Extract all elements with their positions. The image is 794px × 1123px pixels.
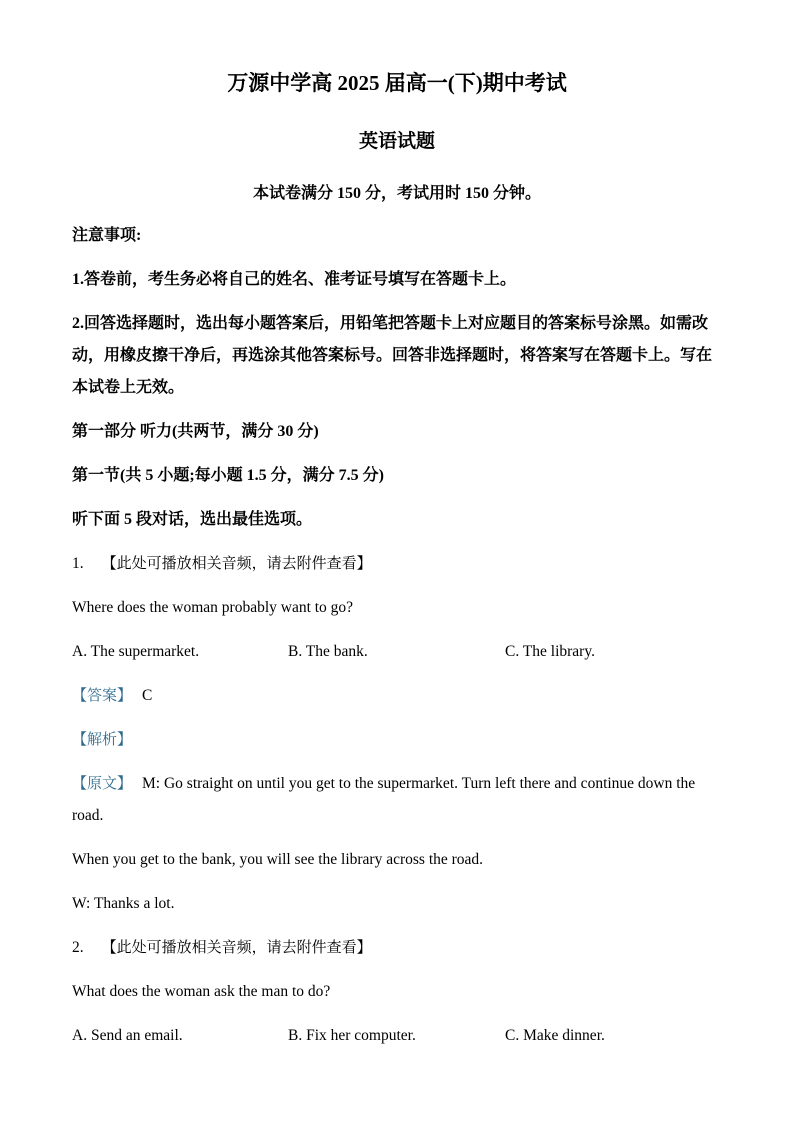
- notice-item-1: 1.答卷前，考生务必将自己的姓名、准考证号填写在答题卡上。: [72, 271, 517, 288]
- question-2-options: [72, 1020, 722, 1052]
- question-1-option-c: C. The library.: [505, 643, 595, 660]
- question-2-audio-placeholder: 【此处可播放相关音频，请去附件查看】: [101, 939, 372, 956]
- question-1-transcript-line-2: When you get to the bank, you will see the library across the road.: [72, 851, 484, 868]
- notices-heading: 注意事项:: [72, 227, 142, 244]
- question-2-text: What does the woman ask the man to do?: [72, 983, 331, 1000]
- listening-instruction: 听下面 5 段对话，选出最佳选项。: [72, 511, 313, 528]
- question-1-transcript-line-1: [72, 768, 722, 832]
- notice-item-2: 2.回答选择题时，选出每小题答案后，用铅笔把答题卡上对应题目的答案标号涂黑。如需改动，用橡皮擦干净后，再选涂其他答案标号。回答非选择题时，将答案写在答题卡上。写在本试卷上无效。: [72, 315, 713, 396]
- question-1-option-b: B. The bank.: [288, 643, 368, 660]
- question-1-number: 1.: [72, 555, 84, 572]
- part1-heading: 第一部分 听力(共两节，满分 30 分): [72, 423, 319, 440]
- question-1-audio-line: [72, 548, 722, 580]
- page-subtitle: 英语试题: [358, 131, 435, 152]
- answer-label: 【答案】: [72, 687, 133, 704]
- question-1-options: [72, 636, 722, 668]
- exam-info: 本试卷满分 150 分，考试用时 150 分钟。: [252, 185, 541, 202]
- question-2-number: 2.: [72, 939, 84, 956]
- question-2-option-b: B. Fix her computer.: [288, 1027, 416, 1044]
- question-1-analysis-line: [72, 724, 722, 756]
- question-1-option-a: A. The supermarket.: [72, 643, 200, 660]
- question-2-option-a: A. Send an email.: [72, 1027, 183, 1044]
- question-1-text: Where does the woman probably want to go?: [72, 599, 354, 616]
- question-1-audio-placeholder: 【此处可播放相关音频，请去附件查看】: [101, 555, 372, 572]
- transcript-label: 【原文】: [72, 775, 133, 792]
- question-2-option-c: C. Make dinner.: [505, 1027, 605, 1044]
- analysis-label: 【解析】: [72, 731, 133, 748]
- transcript-text-1: M: Go straight on until you get to the supermarket. Turn left there and continue down the road.: [72, 775, 696, 824]
- page-title: 万源中学高 2025 届高一(下)期中考试: [227, 71, 567, 95]
- answer-value: C: [142, 687, 153, 704]
- question-1-answer-line: [72, 680, 722, 712]
- question-1-transcript-line-3: W: Thanks a lot.: [72, 895, 175, 912]
- question-2-audio-line: [72, 932, 722, 964]
- section1-heading: 第一节(共 5 小题;每小题 1.5 分，满分 7.5 分): [72, 467, 384, 484]
